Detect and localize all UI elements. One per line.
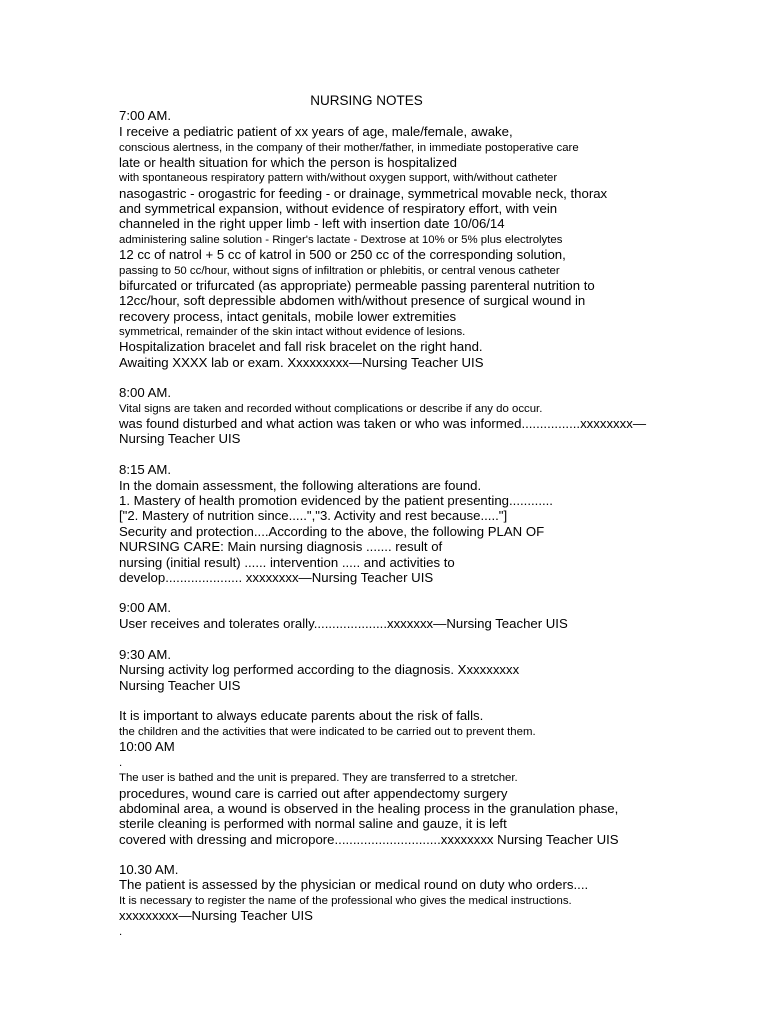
note-line: It is important to always educate parents about the risk of falls.	[119, 708, 484, 723]
note-line: ["2. Mastery of nutrition since.....","3. Activity and rest because....."]	[119, 508, 508, 523]
note-line: I receive a pediatric patient of xx years of age, male/female, awake,	[119, 124, 513, 139]
note-line: The patient is assessed by the physician or medical round on duty who orders....	[119, 877, 589, 892]
note-line: xxxxxxxxx—Nursing Teacher UIS	[119, 908, 313, 923]
note-line: In the domain assessment, the following alterations are found.	[119, 478, 482, 493]
note-line: administering saline solution - Ringer's lactate - Dextrose at 10% or 5% plus electrolytes	[119, 234, 563, 246]
note-line: abdominal area, a wound is observed in the healing process in the granulation phase,	[119, 801, 619, 816]
note-line: and symmetrical expansion, without evidence of respiratory effort, with vein	[119, 201, 558, 216]
note-line: The user is bathed and the unit is prepared. They are transferred to a stretcher.	[119, 772, 518, 784]
note-line: the children and the activities that were indicated to be carried out to prevent them.	[119, 726, 536, 738]
note-line: It is necessary to register the name of the professional who gives the medical instructions.	[119, 895, 572, 907]
note-line: 8:15 AM.	[119, 462, 172, 477]
note-line: recovery process, intact genitals, mobile lower extremities	[119, 309, 457, 324]
note-line: Vital signs are taken and recorded without complications or describe if any do occur.	[119, 403, 543, 415]
note-line: .	[119, 757, 123, 769]
note-line: nursing (initial result) ...... intervention ..... and activities to	[119, 555, 455, 570]
note-line: bifurcated or trifurcated (as appropriate) permeable passing parenteral nutrition to	[119, 278, 595, 293]
note-line: NURSING CARE: Main nursing diagnosis ....... result of	[119, 539, 443, 554]
note-line: channeled in the right upper limb - left with insertion date 10/06/14	[119, 216, 505, 231]
note-line: Nursing Teacher UIS	[119, 678, 241, 693]
note-line: sterile cleaning is performed with normal saline and gauze, it is left	[119, 816, 507, 831]
note-line: 10.30 AM.	[119, 862, 179, 877]
document-title: NURSING NOTES	[310, 93, 423, 108]
note-line: symmetrical, remainder of the skin intact without evidence of lesions.	[119, 326, 466, 338]
note-line: Nursing activity log performed according to the diagnosis. Xxxxxxxxx	[119, 662, 520, 677]
note-line: Hospitalization bracelet and fall risk bracelet on the right hand.	[119, 339, 483, 354]
note-line: .	[119, 926, 123, 938]
note-line: conscious alertness, in the company of their mother/father, in immediate postoperative care	[119, 142, 579, 154]
note-line: nasogastric - orogastric for feeding - or drainage, symmetrical movable neck, thorax	[119, 186, 608, 201]
note-line: develop..................... xxxxxxxx—Nursing Teacher UIS	[119, 570, 434, 585]
note-line: Security and protection....According to the above, the following PLAN OF	[119, 524, 545, 539]
note-line: Awaiting XXXX lab or exam. Xxxxxxxxx—Nursing Teacher UIS	[119, 355, 484, 370]
note-line: 9:30 AM.	[119, 647, 172, 662]
note-line: 1. Mastery of health promotion evidenced by the patient presenting............	[119, 493, 553, 508]
note-line: 9:00 AM.	[119, 600, 172, 615]
note-line: procedures, wound care is carried out after appendectomy surgery	[119, 786, 508, 801]
note-line: 7:00 AM.	[119, 108, 172, 123]
note-line: User receives and tolerates orally....................xxxxxxx—Nursing Teacher UIS	[119, 616, 568, 631]
note-line: 10:00 AM	[119, 739, 175, 754]
note-line: was found disturbed and what action was taken or who was informed................xxxxxxxx—	[119, 416, 647, 431]
note-line: covered with dressing and micropore.............................xxxxxxxx Nursing Teacher UIS	[119, 832, 619, 847]
note-line: with spontaneous respiratory pattern with/without oxygen support, with/without catheter	[119, 172, 558, 184]
note-line: Nursing Teacher UIS	[119, 431, 241, 446]
note-line: 8:00 AM.	[119, 385, 172, 400]
note-line: passing to 50 cc/hour, without signs of infiltration or phlebitis, or central venous catheter	[119, 265, 560, 277]
note-line: 12 cc of natrol + 5 cc of katrol in 500 or 250 cc of the corresponding solution,	[119, 247, 566, 262]
note-line: 12cc/hour, soft depressible abdomen with/without presence of surgical wound in	[119, 293, 586, 308]
note-line: late or health situation for which the person is hospitalized	[119, 155, 457, 170]
